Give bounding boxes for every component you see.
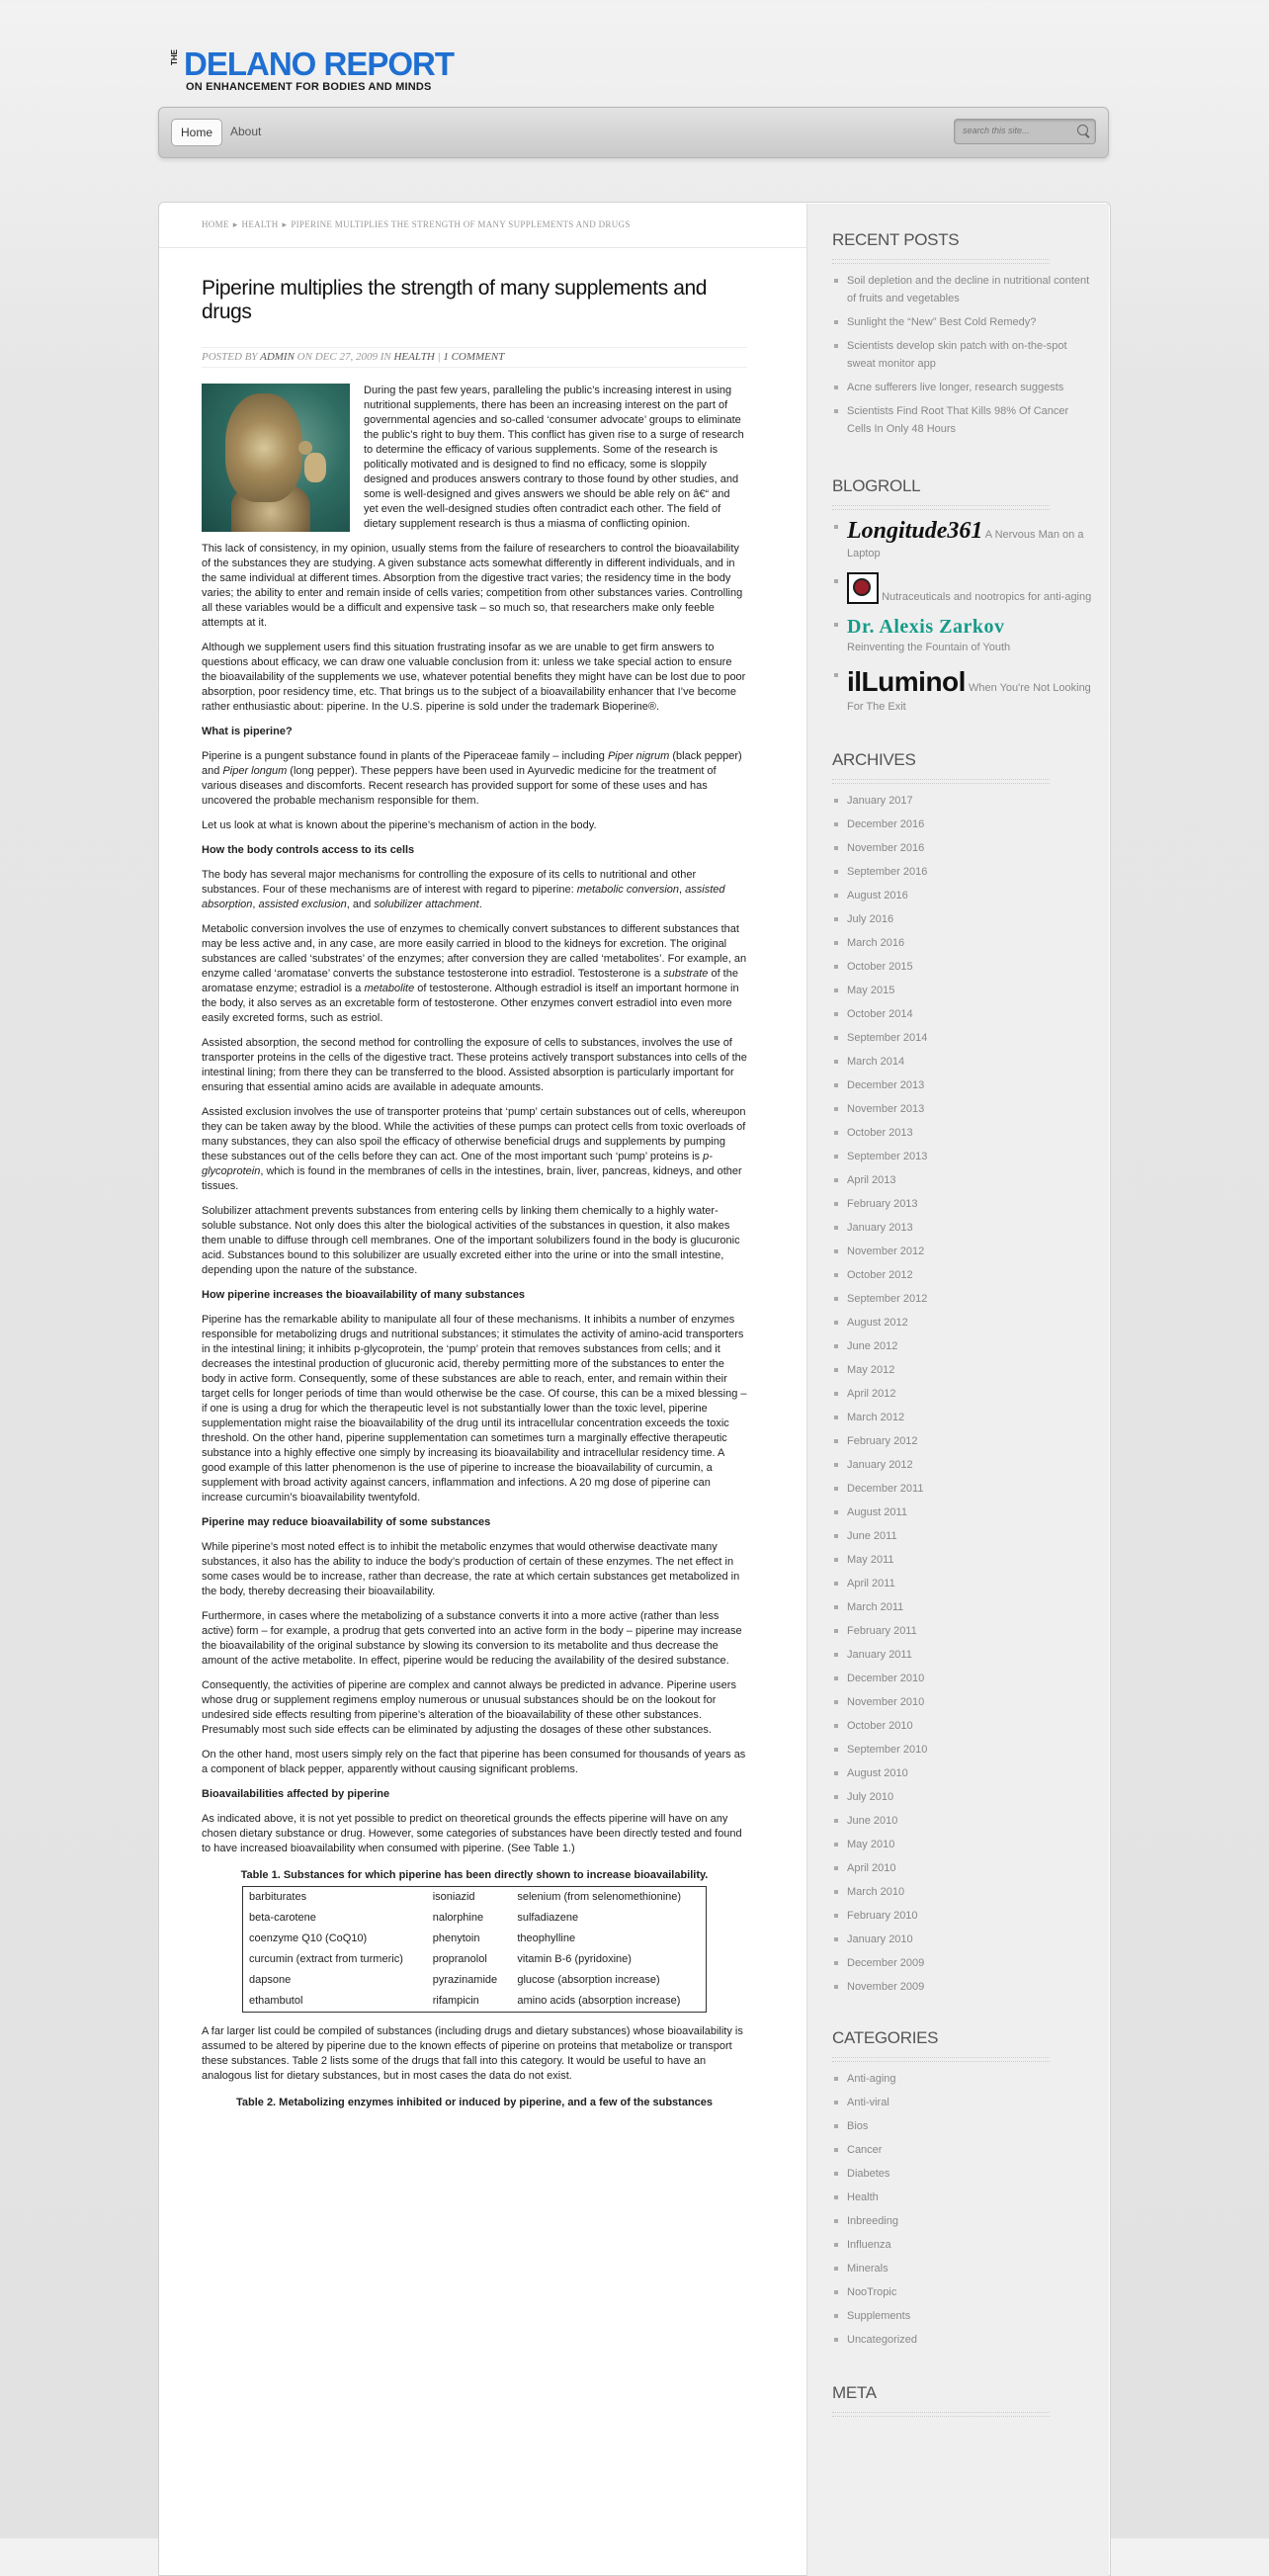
archive-link[interactable]: October 2012 bbox=[832, 1266, 1093, 1284]
table-cell: glucose (absorption increase) bbox=[517, 1974, 660, 1986]
archive-link[interactable]: November 2016 bbox=[832, 839, 1093, 857]
table-cell: dapsone bbox=[249, 1974, 292, 1986]
archive-link[interactable]: October 2014 bbox=[832, 1005, 1093, 1023]
archive-link[interactable]: April 2010 bbox=[832, 1859, 1093, 1877]
table-cell: phenytoin bbox=[432, 1932, 480, 1944]
category-link[interactable]: Influenza bbox=[832, 2236, 1093, 2254]
illuminol-logo[interactable]: ilLuminol bbox=[847, 666, 966, 697]
blogroll-description: Reinventing the Fountain of Youth bbox=[847, 642, 1011, 653]
blogroll-description: When You're Not Looking For The Exit bbox=[847, 682, 1091, 713]
archive-link[interactable]: February 2012 bbox=[832, 1432, 1093, 1450]
breadcrumb-home[interactable]: HOME bbox=[202, 219, 229, 229]
section-heading: Piperine may reduce bioavailability of some substances bbox=[202, 1516, 491, 1528]
archive-link[interactable]: May 2011 bbox=[832, 1551, 1093, 1569]
paragraph: Solubilizer attachment prevents substances from entering cells by linking them chemically to a highly water-soluble substance. Not only does this alter the biological activities of the substances in question, it also makes them unable to diffuse through cell membranes. One of the important solubilizers found in the body is glucuronic acid. Substances bound to this solubilizer are usually excreted either into the urine or into the small intestine, depending upon the nature of the substance. bbox=[202, 1205, 740, 1276]
archive-link[interactable]: September 2014 bbox=[832, 1029, 1093, 1047]
table-cell: sulfadiazene bbox=[517, 1912, 579, 1924]
text-italic: metabolite bbox=[364, 983, 415, 994]
text-span: . bbox=[478, 899, 482, 910]
breadcrumb-current: PIPERINE MULTIPLIES THE STRENGTH OF MANY SUPPLEMENTS AND DRUGS bbox=[291, 219, 631, 229]
meta-heading: META bbox=[832, 2382, 1093, 2417]
paragraph: Assisted absorption, the second method for controlling the exposure of cells to substances, involves the use of transporter proteins in the cells of the digestive tract. These proteins actively transport substances into cells of the intestinal lining; from there they can be transferred to the blood. Assisted absorption is particularly important for ensuring that essential amino acids are available in adequate amounts. bbox=[202, 1037, 747, 1093]
section-heading: How the body controls access to its cells bbox=[202, 844, 415, 856]
nav-about[interactable]: About bbox=[230, 125, 262, 138]
text-span: Metabolic conversion involves the use of enzymes to chemically convert substances to different substances that may be less active and, in any case, are more easily carried in blood to the kidneys for excretion. The original substances are called ‘substrates’ of the enzymes; after conversion they are called ‘metabolites’. For example, an enzyme called ‘aromatase’ converts the substance testosterone into estradiol. Testosterone is a bbox=[202, 923, 747, 980]
archive-link[interactable]: December 2009 bbox=[832, 1954, 1093, 1972]
archive-link[interactable]: March 2011 bbox=[832, 1598, 1093, 1616]
archive-link[interactable]: February 2013 bbox=[832, 1195, 1093, 1213]
archive-link[interactable]: October 2013 bbox=[832, 1124, 1093, 1142]
table-caption: Table 1. Substances for which piperine has been directly shown to increase bioavailability. bbox=[240, 1869, 709, 1881]
recent-post-link[interactable]: Acne sufferers live longer, research suggests bbox=[832, 379, 1093, 396]
archive-link[interactable]: August 2012 bbox=[832, 1314, 1093, 1331]
recent-posts-heading: RECENT POSTS bbox=[832, 229, 1093, 264]
recent-post-link[interactable]: Scientists develop skin patch with on-the-spot sweat monitor app bbox=[832, 337, 1093, 373]
table-cell: selenium (from selenomethionine) bbox=[517, 1891, 682, 1903]
archive-link[interactable]: April 2012 bbox=[832, 1385, 1093, 1403]
text-span: , and bbox=[346, 899, 375, 910]
category-link[interactable]: Cancer bbox=[832, 2141, 1093, 2159]
table-cell: ethambutol bbox=[249, 1995, 303, 2007]
table-cell: propranolol bbox=[432, 1953, 487, 1965]
section-heading: How piperine increases the bioavailability of many substances bbox=[202, 1289, 526, 1301]
paragraph: Although we supplement users find this situation frustrating insofar as we are unable to get firm answers to questions about efficacy, we can draw one valuable conclusion from it: unless we take special action to ensure the bioavailability of the supplements we use, whatever potential benefits they might have can be lost due to poor absorption, poor residency time, etc. That brings us to the subject of a bioavailability enhancer that I’ve become rather enthusiastic about: piperine. In the U.S. piperine is sold under the trademark Bioperine®. bbox=[202, 642, 746, 713]
archive-link[interactable]: May 2015 bbox=[832, 982, 1093, 999]
archive-link[interactable]: February 2010 bbox=[832, 1907, 1093, 1925]
table-row bbox=[243, 1908, 707, 1929]
breadcrumb-separator-icon: ▸ bbox=[232, 219, 238, 229]
archive-link[interactable]: August 2011 bbox=[832, 1503, 1093, 1521]
archive-link[interactable]: September 2010 bbox=[832, 1741, 1093, 1759]
table-cell: isoniazid bbox=[432, 1891, 475, 1903]
category-link[interactable]: Minerals bbox=[832, 2260, 1093, 2277]
archive-link[interactable]: May 2010 bbox=[832, 1836, 1093, 1853]
archive-link[interactable]: June 2010 bbox=[832, 1812, 1093, 1830]
archive-link[interactable]: November 2010 bbox=[832, 1693, 1093, 1711]
meta-posted-by: POSTED BY bbox=[202, 351, 258, 363]
table-caption: Table 2. Metabolizing enzymes inhibited or induced by piperine, and a few of the substances bbox=[235, 2097, 714, 2108]
recent-post-link[interactable]: Scientists Find Root That Kills 98% Of Cancer Cells In Only 48 Hours bbox=[832, 402, 1093, 438]
recent-posts-list bbox=[832, 272, 1093, 438]
archive-link[interactable]: June 2011 bbox=[832, 1527, 1093, 1545]
text-span: , bbox=[252, 899, 259, 910]
archive-link[interactable]: April 2013 bbox=[832, 1171, 1093, 1189]
thumbnail-hand-shape bbox=[304, 453, 326, 482]
post-meta bbox=[202, 347, 747, 368]
paragraph: Let us look at what is known about the piperine’s mechanism of action in the body. bbox=[202, 819, 597, 831]
table-cell: barbiturates bbox=[249, 1891, 307, 1903]
text-span: , bbox=[679, 884, 686, 896]
archive-link[interactable]: December 2013 bbox=[832, 1076, 1093, 1094]
nav-home[interactable]: Home bbox=[171, 119, 222, 146]
paragraph: During the past few years, paralleling the public’s increasing interest in using nutritional supplements, there has been an increasing interest on the part of governmental agencies and so-called ‘consumer advocate’ groups to eliminate the public’s right to buy them. This conflict has given rise to a surge of research to determine the efficacy of various supplements. Some of the research is politically motivated and is designed to find no efficacy, some is sloppily designed and produces answers contrary to those found by other studies, and some is well-designed and gives answers we should be able rely on â€“ and yet even the well-designed studies often contradict each other. The field of dietary supplement research is thus a miasma of conflicting opinion. bbox=[364, 385, 744, 530]
substances-table bbox=[242, 1886, 707, 2013]
table-cell: amino acids (absorption increase) bbox=[517, 1995, 681, 2007]
archive-link[interactable]: August 2016 bbox=[832, 887, 1093, 904]
archive-link[interactable]: January 2010 bbox=[832, 1931, 1093, 1948]
paragraph: This lack of consistency, in my opinion, usually stems from the failure of researchers to control the bioavailability of the substances they are studying. A given substance acts somewhat differently in different individuals, and in the same individual at different times. Absorption from the digestive tract varies; the residency time in the body varies; the ability to enter and remain inside of cells varies; competition from other substances varies. Controlling all these variables would be a difficult and expensive task – so much so, that researchers make only feeble attempts at it. bbox=[202, 543, 743, 629]
text-span: of testosterone. Although estradiol is itself an important hormone in the body, it also serves as an excretable form of testosterone. Other enzymes convert estradiol into even more easily excreted forms, such as estriol. bbox=[202, 983, 739, 1024]
search-box bbox=[954, 119, 1096, 144]
archive-link[interactable]: September 2012 bbox=[832, 1290, 1093, 1308]
archive-link[interactable]: September 2016 bbox=[832, 863, 1093, 881]
archive-link[interactable]: January 2012 bbox=[832, 1456, 1093, 1474]
paragraph: On the other hand, most users simply rely on the fact that piperine has been consumed for thousands of years as a component of black pepper, apparently without causing significant problems. bbox=[202, 1749, 746, 1775]
text-italic: p-glycoprotein bbox=[202, 1151, 713, 1177]
table-row bbox=[243, 1949, 707, 1970]
paragraph: A far larger list could be compiled of substances (including drugs and dietary substances) whose bioavailability is assumed to be altered by piperine due to the known effects of piperine on proteins that metabolize or transport these substances. Table 2 lists some of the drugs that fall into this category. It would be useful to have an analogous list for dietary substances, but in most cases the data do not exist. bbox=[202, 2025, 743, 2082]
table-row bbox=[243, 1929, 707, 1949]
archive-link[interactable]: December 2016 bbox=[832, 816, 1093, 833]
table-cell: beta-carotene bbox=[249, 1912, 316, 1924]
category-link[interactable]: Anti-viral bbox=[832, 2094, 1093, 2111]
text-italic: substrate bbox=[663, 968, 709, 980]
post-title[interactable]: Piperine multiplies the strength of many supplements and drugs bbox=[202, 277, 708, 323]
text-span: , which is found in the membranes of cells in the intestines, brain, liver, pancreas, kidneys, and other tissues. bbox=[202, 1165, 742, 1192]
meta-author-link[interactable]: ADMIN bbox=[260, 351, 295, 363]
category-link[interactable]: Bios bbox=[832, 2117, 1093, 2135]
text-span: The body has several major mechanisms for controlling the exposure of its cells to nutritional and other substances. Four of these mechanisms are of interest with regard to piperine: bbox=[202, 869, 697, 896]
archive-link[interactable]: September 2013 bbox=[832, 1148, 1093, 1165]
meta-category-link[interactable]: HEALTH bbox=[393, 351, 435, 363]
sidebar bbox=[832, 204, 1093, 2425]
breadcrumb-divider bbox=[159, 247, 806, 248]
archive-link[interactable]: March 2016 bbox=[832, 934, 1093, 952]
text-italic: assisted exclusion bbox=[258, 899, 347, 910]
paragraph bbox=[202, 922, 747, 1026]
archive-link[interactable]: December 2010 bbox=[832, 1670, 1093, 1687]
table-row bbox=[243, 1970, 707, 1991]
longitude361-logo[interactable]: Longitude361 bbox=[847, 518, 983, 544]
paragraph bbox=[202, 749, 747, 809]
text-italic: Piper nigrum bbox=[607, 750, 670, 762]
category-link[interactable]: Uncategorized bbox=[832, 2331, 1093, 2349]
archive-link[interactable]: June 2012 bbox=[832, 1337, 1093, 1355]
archive-link[interactable]: October 2015 bbox=[832, 958, 1093, 976]
category-link[interactable]: Diabetes bbox=[832, 2165, 1093, 2183]
table-cell: coenzyme Q10 (CoQ10) bbox=[249, 1932, 368, 1944]
nutraceuticals-logo-icon[interactable] bbox=[847, 572, 879, 604]
archive-link[interactable]: March 2010 bbox=[832, 1883, 1093, 1901]
archive-link[interactable]: November 2013 bbox=[832, 1100, 1093, 1118]
breadcrumb-separator-icon: ▸ bbox=[282, 219, 288, 229]
archive-link[interactable]: March 2014 bbox=[832, 1053, 1093, 1071]
table-cell: vitamin B-6 (pyridoxine) bbox=[517, 1953, 632, 1965]
paragraph bbox=[202, 868, 747, 912]
blogroll-description: A Nervous Man on a Laptop bbox=[847, 529, 1084, 559]
site-tagline: ON ENHANCEMENT FOR BODIES AND MINDS bbox=[186, 81, 432, 93]
archive-link[interactable]: May 2012 bbox=[832, 1361, 1093, 1379]
text-span: (black pepper) and bbox=[202, 750, 742, 777]
paragraph: Consequently, the activities of piperine are complex and cannot always be predicted in advance. Piperine users whose drug or supplement regimens employ numerous or unusual substances should be on the lookout for undesired side effects resulting from piperine’s alteration of the bioavailability of these other substances. Presumably most such side effects can be eliminated by adjusting the dosages of these other substances. bbox=[202, 1679, 736, 1736]
logo-name: DELANO REPORT bbox=[184, 45, 455, 82]
recent-post-link[interactable]: Sunlight the “New” Best Cold Remedy? bbox=[832, 313, 1093, 331]
section-heading: Bioavailabilities affected by piperine bbox=[202, 1788, 390, 1800]
text-span: Piperine is a pungent substance found in plants of the Piperaceae family – including bbox=[202, 750, 608, 762]
meta-separator: | bbox=[437, 351, 441, 363]
categories-list bbox=[832, 2070, 1093, 2349]
meta-comments-link[interactable]: 1 COMMENT bbox=[443, 351, 505, 363]
blogroll-item[interactable] bbox=[832, 572, 1093, 606]
table-row bbox=[243, 1887, 707, 1909]
category-link[interactable]: NooTropic bbox=[832, 2283, 1093, 2301]
text-italic: Piper longum bbox=[222, 765, 288, 777]
archive-link[interactable]: July 2010 bbox=[832, 1788, 1093, 1806]
archive-link[interactable]: February 2011 bbox=[832, 1622, 1093, 1640]
blogroll-item[interactable] bbox=[832, 518, 1093, 562]
search-icon[interactable] bbox=[1077, 125, 1088, 135]
paragraph: While piperine’s most noted effect is to inhibit the metabolic enzymes that would otherwise deactivate many substances, it also has the ability to induce the body’s production of certain of these enzymes. The net effect in some cases would be to increase, rather than decrease, the rate at which certain substances get metabolized in the body, thereby decreasing their bioavailability. bbox=[202, 1541, 740, 1597]
archives-list bbox=[832, 792, 1093, 1996]
main-nav bbox=[158, 107, 1109, 158]
paragraph: As indicated above, it is not yet possible to predict on theoretical grounds the effects piperine will have on any chosen dietary substance or drug. However, some categories of substances have been directly tested and found to have increased bioavailability when consumed with piperine. (See Table 1.) bbox=[202, 1813, 742, 1854]
archive-link[interactable]: March 2012 bbox=[832, 1409, 1093, 1426]
archive-link[interactable]: April 2011 bbox=[832, 1575, 1093, 1592]
paragraph: Furthermore, in cases where the metabolizing of a substance converts it into a more active (rather than less active) form – for example, a prodrug that gets converted into an active form in the body – piperine may increase the bioavailability of the original substance by slowing its conversion to its metabolite and thus decrease the amount of the active metabolite. In effect, piperine would be reducing the availability of the desired substance. bbox=[202, 1610, 742, 1667]
blogroll-item[interactable] bbox=[832, 616, 1093, 656]
table-cell: theophylline bbox=[517, 1932, 576, 1944]
dr-alexis-zarkov-logo[interactable]: Dr. Alexis Zarkov bbox=[847, 616, 1005, 638]
archive-link[interactable]: July 2016 bbox=[832, 910, 1093, 928]
categories-heading: CATEGORIES bbox=[832, 2027, 1093, 2062]
archive-link[interactable]: November 2009 bbox=[832, 1978, 1093, 1996]
archive-link[interactable]: October 2010 bbox=[832, 1717, 1093, 1735]
text-italic: metabolic conversion bbox=[576, 884, 680, 896]
table-cell: curcumin (extract from turmeric) bbox=[249, 1953, 403, 1965]
paragraph: Piperine has the remarkable ability to manipulate all four of these mechanisms. It inhibits a number of enzymes responsible for metabolizing drugs and nutritional substances; it stimulates the activity of amino-acid transporters in the intestinal lining; it inhibits p-glycoprotein, the ‘pump’ protein that removes substances from cells; and it decreases the intestinal production of glucuronic acid, thereby permitting more of the substances to enter the body in active form. Consequently, some of these substances are able to reach, enter, and remain within their target cells for longer periods of time than would otherwise be the case. Of course, this can be a mixed blessing – if one is using a drug for which the therapeutic level is not substantially lower than the toxic level, piperine supplementation might raise the bioavailability of the drug until its intracellular concentration exceeds the toxic threshold. On the other hand, piperine supplementation can sometimes turn a marginally effective therapeutic substance into a highly effective one simply by increasing its bioavailability and intracellular residency time. A good example of this latter phenomenon is the use of piperine to increase the bioavailability of curcumin, a supplement with broad activity against cancers, inflammation and infections. A 20 mg dose of piperine can increase curcumin’s bioavailability twentyfold. bbox=[202, 1314, 747, 1503]
thumbnail-head-shape bbox=[225, 393, 302, 502]
post-thumbnail-image bbox=[202, 384, 350, 532]
category-link[interactable]: Supplements bbox=[832, 2307, 1093, 2325]
paragraph bbox=[202, 1105, 747, 1194]
category-link[interactable]: Inbreeding bbox=[832, 2212, 1093, 2230]
archive-link[interactable]: November 2012 bbox=[832, 1243, 1093, 1260]
archive-link[interactable]: January 2011 bbox=[832, 1646, 1093, 1664]
text-span: of the aromatase enzyme; estradiol is a bbox=[202, 968, 738, 994]
meta-date: ON DEC 27, 2009 IN bbox=[296, 351, 391, 363]
text-span: Assisted exclusion involves the use of transporter proteins that ‘pump’ certain substances out of cells, whereupon they can be taken away by the blood. While the activities of these pumps can protect cells from toxic overloads of many substances, they can also spoil the efficacy of otherwise beneficial drugs and supplements by pumping these substances out of the cells before they can act. One of the most important such ‘pump’ proteins is bbox=[202, 1106, 746, 1162]
breadcrumb-health[interactable]: HEALTH bbox=[241, 219, 279, 229]
post-body bbox=[202, 384, 747, 2113]
breadcrumb bbox=[202, 219, 631, 230]
archives-heading: ARCHIVES bbox=[832, 749, 1093, 784]
text-italic: assisted absorption bbox=[202, 884, 725, 910]
blogroll-list bbox=[832, 518, 1093, 716]
table-row bbox=[243, 1991, 707, 2013]
logo-the: THE bbox=[170, 49, 179, 65]
archive-link[interactable]: January 2013 bbox=[832, 1219, 1093, 1237]
category-link[interactable]: Anti-aging bbox=[832, 2070, 1093, 2088]
table-cell: rifampicin bbox=[432, 1995, 479, 2007]
site-logo[interactable] bbox=[170, 47, 466, 95]
recent-post-link[interactable]: Soil depletion and the decline in nutritional content of fruits and vegetables bbox=[832, 272, 1093, 307]
text-span: (long pepper). These peppers have been used in Ayurvedic medicine for the treatment of various diseases and discomforts. Recent research has provided support for some of these uses and has uncovered the probable mechanism responsible for them. bbox=[202, 765, 717, 807]
category-link[interactable]: Health bbox=[832, 2189, 1093, 2206]
table-cell: nalorphine bbox=[432, 1912, 484, 1924]
table-cell: pyrazinamide bbox=[432, 1974, 498, 1986]
blogroll-item[interactable] bbox=[832, 666, 1093, 716]
archive-link[interactable]: January 2017 bbox=[832, 792, 1093, 810]
section-heading: What is piperine? bbox=[202, 726, 293, 737]
blogroll-heading: BLOGROLL bbox=[832, 475, 1093, 510]
search-input[interactable] bbox=[963, 123, 1071, 138]
blogroll-description: Nutraceuticals and nootropics for anti-aging bbox=[882, 591, 1092, 603]
text-italic: solubilizer attachment bbox=[374, 899, 479, 910]
archive-link[interactable]: December 2011 bbox=[832, 1480, 1093, 1498]
archive-link[interactable]: August 2010 bbox=[832, 1764, 1093, 1782]
